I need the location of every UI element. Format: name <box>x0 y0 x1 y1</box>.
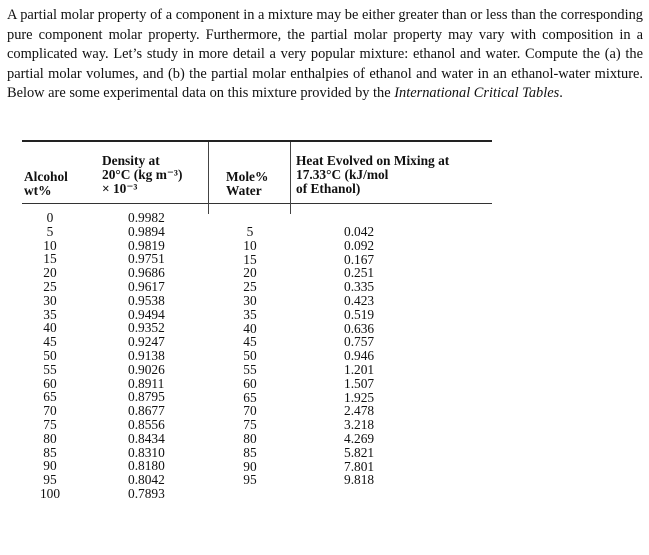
table-cell: 0.251 <box>344 265 375 281</box>
table-cell: 3.218 <box>344 417 375 433</box>
table-cell: 30 <box>43 292 57 308</box>
column-heat-evolved <box>344 225 404 487</box>
table-cell: 95 <box>243 472 257 488</box>
table-cell: 5 <box>46 223 54 239</box>
problem-text-end: . <box>559 85 563 102</box>
table-cell: 4.269 <box>344 430 375 446</box>
table-cell: 2.478 <box>344 403 375 419</box>
table-cell: 55 <box>43 361 57 377</box>
table-cell: 25 <box>43 278 57 294</box>
table-cell: 5 <box>246 224 254 239</box>
table-cell: 0.9819 <box>128 237 165 253</box>
table-cell: 1.925 <box>344 389 375 405</box>
table-cell: 10 <box>243 237 257 253</box>
table-cell: 0.946 <box>344 348 375 364</box>
header-mole-water: Mole% Water <box>226 169 269 198</box>
table-cell: 0.9982 <box>128 210 165 225</box>
table-cell: 80 <box>43 430 57 446</box>
table-cell: 0.9686 <box>128 265 165 281</box>
table-cell: 80 <box>243 430 257 446</box>
column-mole-water <box>232 225 268 487</box>
table-cell: 35 <box>43 306 57 322</box>
table-cell: 35 <box>243 306 257 322</box>
table-cell: 70 <box>43 403 57 419</box>
table-cell: 0.9894 <box>128 223 165 239</box>
table-cell: 30 <box>243 292 257 308</box>
table-cell: 65 <box>243 389 257 405</box>
header-density: Density at 20°C (kg m⁻³) × 10⁻³ <box>102 153 183 196</box>
table-cell: 50 <box>43 347 57 363</box>
table-cell: 0.757 <box>344 334 375 350</box>
table-cell: 40 <box>43 320 57 336</box>
problem-statement <box>7 6 643 104</box>
table-cell: 0.9494 <box>128 306 165 322</box>
table-cell: 0.7893 <box>128 485 165 501</box>
table-cell: 9.818 <box>344 472 375 488</box>
table-cell: 0.9538 <box>128 292 165 308</box>
problem-text: A partial molar property of a component in a mixture may be either greater than or less than the corresponding pure component molar property. Furthermore, the partial molar property may vary with composition in a complicated way. Let’s study in more detail a very popular mixture: ethanol and water. Compute the (a) the partial molar volumes, and (b) the partial molar enthalpies of ethanol and water in an ethanol-water mixture. Below are some experimental data on this mixture provided by the <box>7 7 643 102</box>
table-cell: 65 <box>43 389 57 405</box>
table-cell: 0.042 <box>344 224 375 239</box>
table-cell: 0.9751 <box>128 251 165 267</box>
data-table <box>22 140 492 548</box>
column-divider <box>208 142 209 214</box>
table-header-rule <box>22 203 492 204</box>
table-cell: 10 <box>43 237 57 253</box>
table-cell: 90 <box>43 458 57 474</box>
table-cell: 70 <box>243 403 257 419</box>
table-cell: 0.8677 <box>128 403 165 419</box>
table-cell: 0.8556 <box>128 416 165 432</box>
table-cell: 90 <box>243 458 257 474</box>
table-cell: 85 <box>43 444 57 460</box>
table-cell: 50 <box>243 348 257 364</box>
table-cell: 1.507 <box>344 375 375 391</box>
header-alcohol-wt: Alcohol wt% <box>24 169 68 198</box>
table-cell: 95 <box>43 472 57 488</box>
table-cell: 75 <box>243 417 257 433</box>
table-cell: 0.9138 <box>128 347 165 363</box>
table-cell: 15 <box>243 251 257 267</box>
table-cell: 0.423 <box>344 292 375 308</box>
table-cell: 60 <box>243 375 257 391</box>
table-cell: 0.092 <box>344 237 375 253</box>
column-divider <box>290 142 291 214</box>
table-top-rule <box>22 140 492 142</box>
table-cell: 0.8911 <box>128 375 165 391</box>
table-cell: 25 <box>243 279 257 295</box>
table-cell: 100 <box>39 485 61 501</box>
table-cell: 0.636 <box>344 320 375 336</box>
table-cell: 0.9247 <box>128 334 165 350</box>
table-cell: 0.9026 <box>128 361 165 377</box>
table-cell: 45 <box>43 334 57 350</box>
column-alcohol-wt <box>30 211 70 501</box>
table-cell: 20 <box>243 265 257 281</box>
table-cell: 5.821 <box>344 444 375 460</box>
table-cell: 75 <box>43 416 57 432</box>
table-cell: 0.8434 <box>128 430 165 446</box>
table-cell: 20 <box>43 265 57 281</box>
table-cell: 0.8310 <box>128 444 165 460</box>
table-cell: 15 <box>43 251 57 267</box>
table-cell: 0.8180 <box>128 458 165 474</box>
source-title: International Critical Tables <box>394 85 560 102</box>
table-cell: 0.9352 <box>128 320 165 336</box>
table-cell: 0 <box>46 210 54 225</box>
table-cell: 0.335 <box>344 279 375 295</box>
table-cell: 45 <box>243 334 257 350</box>
table-cell: 7.801 <box>344 458 375 474</box>
table-cell: 55 <box>243 361 257 377</box>
table-cell: 0.9617 <box>128 278 165 294</box>
table-cell: 1.201 <box>344 361 375 377</box>
header-heat-evolved: Heat Evolved on Mixing at 17.33°C (kJ/mol of Ethanol) <box>296 153 450 196</box>
column-density <box>128 211 198 501</box>
table-cell: 60 <box>43 375 57 391</box>
table-cell: 85 <box>243 444 257 460</box>
table-cell: 0.8042 <box>128 472 165 488</box>
table-cell: 0.8795 <box>128 389 165 405</box>
table-cell: 40 <box>243 320 257 336</box>
table-cell: 0.519 <box>344 306 375 322</box>
table-cell: 0.167 <box>344 251 375 267</box>
